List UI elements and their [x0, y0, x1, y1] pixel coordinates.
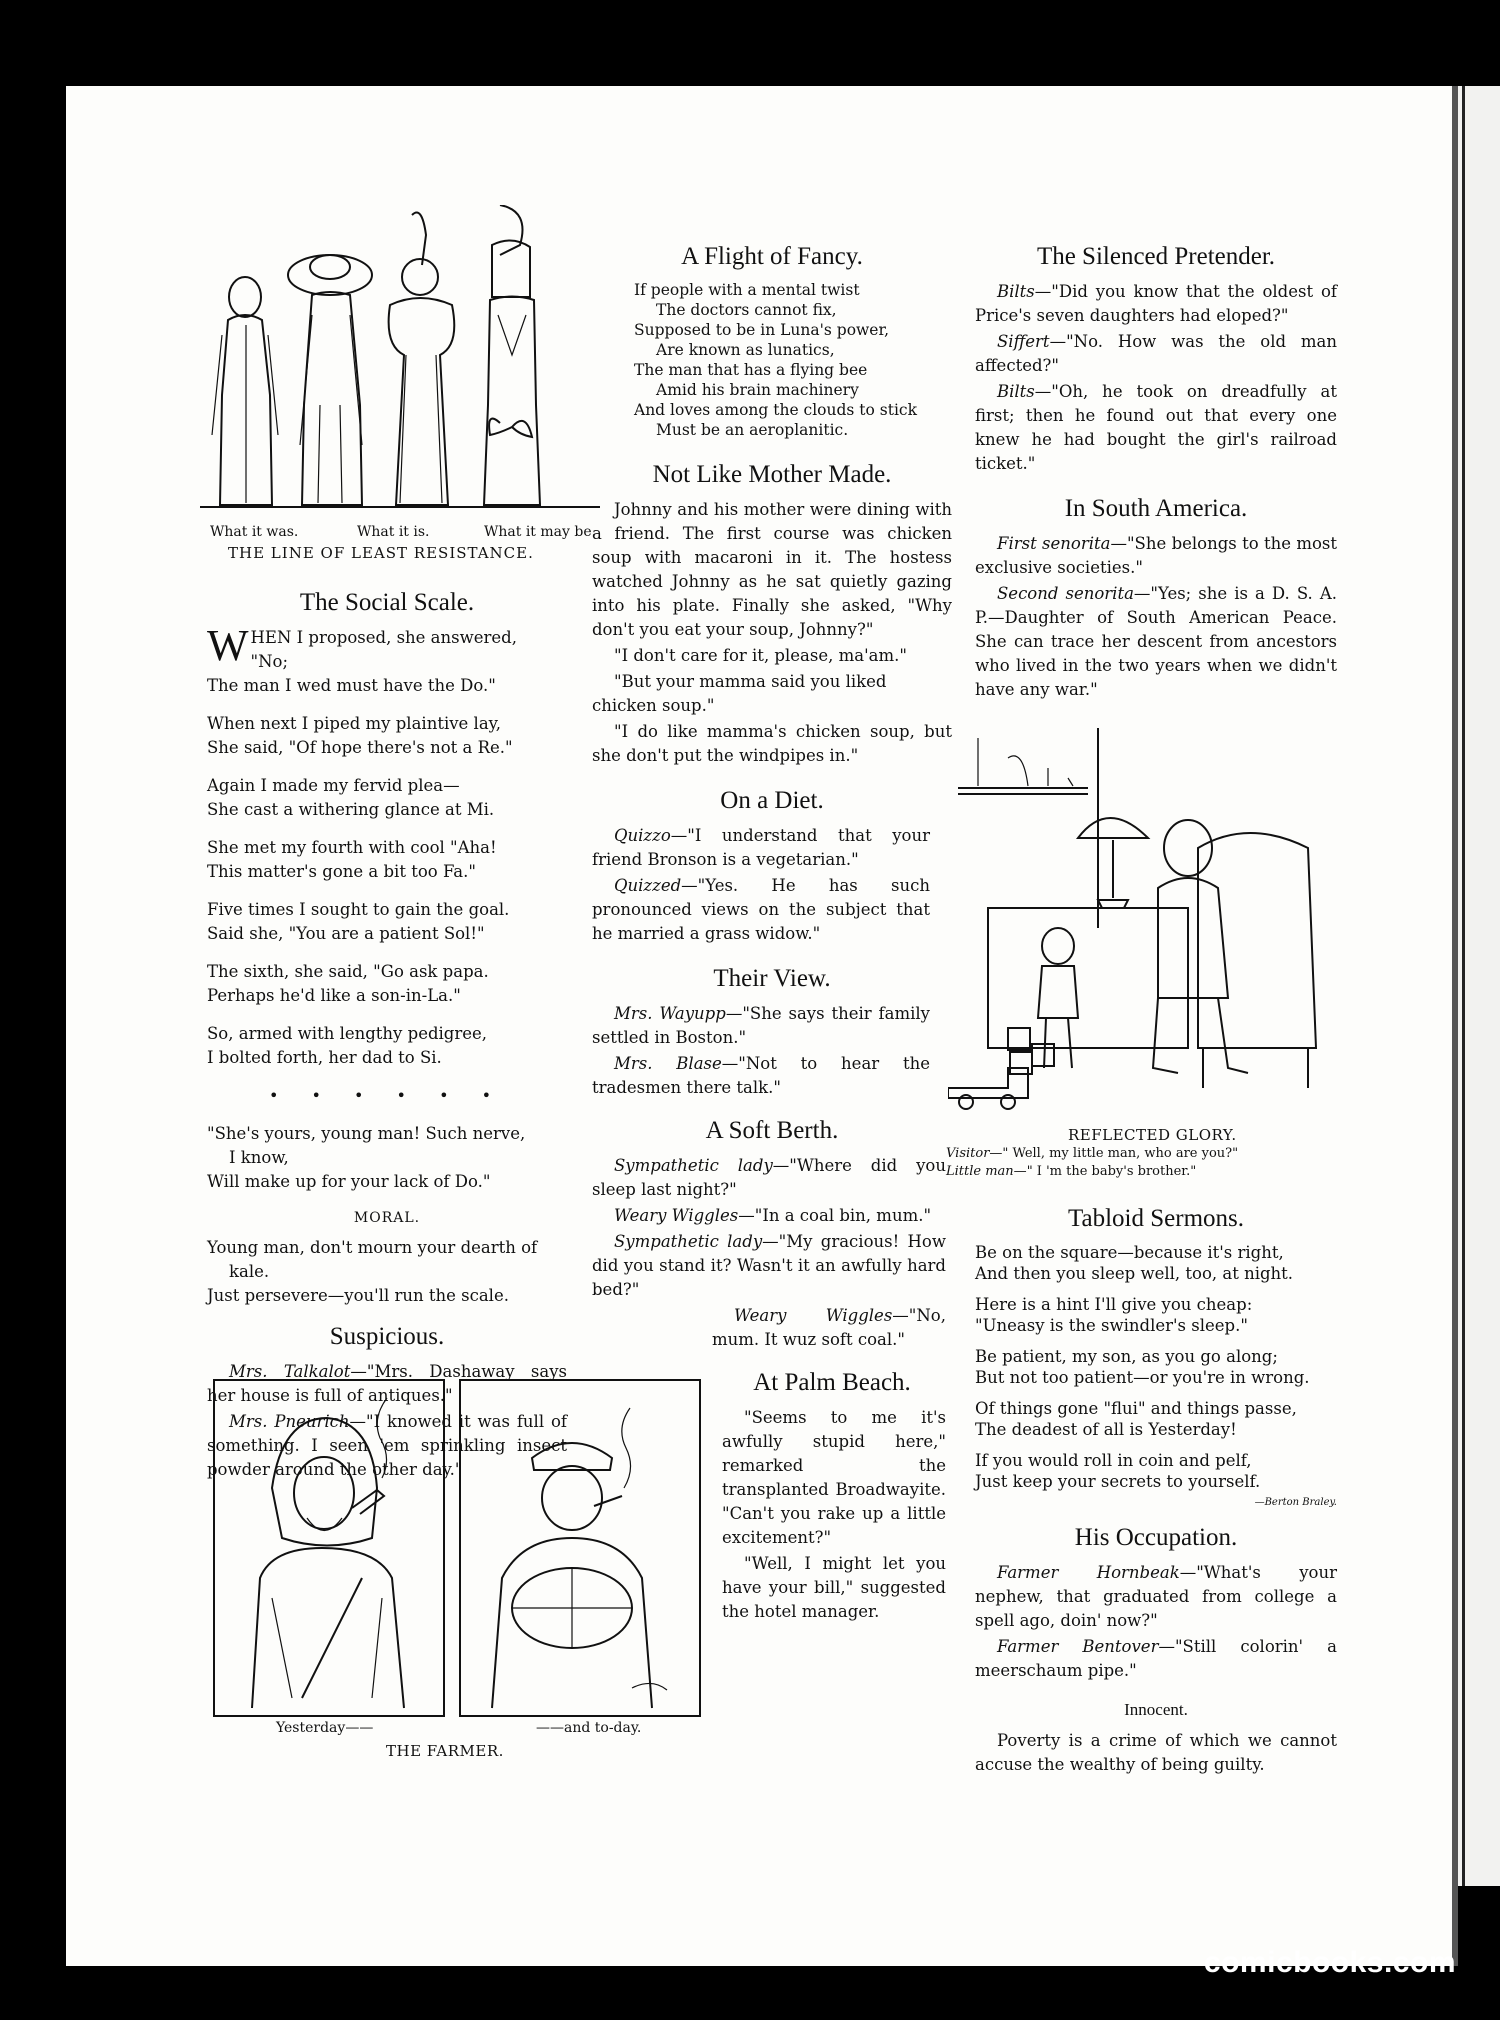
- poem-line: Five times I sought to gain the goal.: [207, 900, 510, 919]
- poem-line: Here is a hint I'll give you cheap:: [975, 1295, 1253, 1314]
- ornamental-dots: • • • • • •: [268, 1086, 506, 1105]
- heading-innocent: Innocent.: [1124, 1700, 1188, 1719]
- lamp: [1078, 818, 1148, 908]
- heading-tabloid-sermons: Tabloid Sermons.: [1067, 1205, 1244, 1232]
- caption-yesterday: Yesterday——: [276, 1720, 374, 1736]
- poem-line: Just keep your secrets to yourself.: [975, 1472, 1261, 1491]
- poem-line: The deadest of all is Yesterday!: [975, 1420, 1237, 1439]
- dropcap-letter: W: [207, 621, 249, 670]
- armchair: [1198, 833, 1316, 1088]
- poem-line: But not too patient—or you're in wrong.: [975, 1368, 1310, 1387]
- woman-figure-1: [212, 277, 278, 505]
- heading-flight-of-fancy: A Flight of Fancy.: [681, 243, 863, 270]
- paragraph: "Well, I might let you have your bill," suggested the hotel manager.: [722, 1554, 946, 1621]
- poem-line: Must be an aeroplanitic.: [656, 421, 849, 439]
- heading-suspicious: Suspicious.: [329, 1323, 445, 1350]
- poem-line: Again I made my fervid plea—: [207, 776, 460, 795]
- column-3: [975, 242, 1337, 704]
- old-man-figure: [1153, 820, 1248, 1073]
- poem-line: "She's yours, young man! Such nerve,: [207, 1124, 526, 1143]
- paragraph: Quizzed—"Yes. He has such pronounced views on the subject that he married a grass widow.": [592, 876, 930, 943]
- poem-line: Be patient, my son, as you go along;: [975, 1347, 1278, 1366]
- reflected-glory-line-1: Visitor—" Well, my little man, who are you?": [946, 1146, 1239, 1161]
- paragraph: Mrs. Talkalot—"Mrs. Dashaway says her house is full of antiques.": [207, 1362, 567, 1405]
- paragraph: Sympathetic lady—"Where did you sleep last night?": [592, 1156, 946, 1199]
- poem-line: Perhaps he'd like a son-in-La.": [207, 986, 461, 1005]
- moral-label: MORAL.: [353, 1210, 421, 1226]
- poem-line: Will make up for your lack of Do.": [207, 1172, 491, 1191]
- poem-line: If you would roll in coin and pelf,: [975, 1451, 1252, 1470]
- heading-silenced-pretender: The Silenced Pretender.: [1036, 243, 1276, 270]
- column-2: [592, 242, 952, 1626]
- paragraph: Farmer Hornbeak—"What's your nephew, that graduated from college a spell ago, doin' now?": [975, 1563, 1337, 1630]
- poem-line: Supposed to be in Luna's power,: [634, 321, 890, 339]
- paragraph: Siffert—"No. How was the old man affected?": [975, 332, 1337, 375]
- poem-line: When next I piped my plaintive lay,: [207, 714, 502, 733]
- toy-blocks-and-train: [948, 1028, 1054, 1109]
- poem-line: Are known as lunatics,: [656, 341, 835, 359]
- paragraph: Mrs. Pneurich—"I knowed it was full of something. I seen 'em sprinkling insect powder around the other day.": [207, 1412, 567, 1479]
- poem-line: This matter's gone a bit too Fa.": [207, 862, 476, 881]
- heading-a-soft-berth: A Soft Berth.: [705, 1117, 839, 1144]
- paragraph: Bilts—"Oh, he took on dreadfully at first; then he found out that every one knew he had bought the girl's railroad ticket.": [975, 382, 1337, 473]
- paragraph: "I don't care for it, please, ma'am.": [614, 646, 907, 665]
- poem-social-scale: [207, 621, 567, 1308]
- woman-figure-2: [288, 255, 372, 505]
- paragraph: Quizzo—"I understand that your friend Bronson is a vegetarian.": [592, 826, 930, 869]
- poem-line: And loves among the clouds to stick: [634, 401, 917, 419]
- illustration-title-the-farmer: THE FARMER.: [386, 1742, 504, 1760]
- poem-line: She met my fourth with cool "Aha!: [207, 838, 497, 857]
- poem-line: She cast a withering glance at Mi.: [207, 800, 495, 819]
- poem-line: The man that has a flying bee: [634, 361, 868, 379]
- poem-line: I bolted forth, her dad to Si.: [207, 1048, 442, 1067]
- paragraph: Second senorita—"Yes; she is a D. S. A. P.—Daughter of South American Peace. She can trace her descent from ancestors who lived in the two years when we didn't have any war.": [975, 584, 1337, 699]
- paragraph: "Seems to me it's awfully stupid here," remarked the transplanted Broadwayite. "Can't you rake up a little excitement?": [722, 1408, 946, 1547]
- caption-what-it-is: What it is.: [357, 524, 430, 540]
- paragraph: Bilts—"Did you know that the oldest of Price's seven daughters had eloped?": [975, 282, 1337, 325]
- poem-line: Of things gone "flui" and things passe,: [975, 1399, 1297, 1418]
- paragraph: Poverty is a crime of which we cannot accuse the wealthy of being guilty.: [975, 1731, 1337, 1774]
- poem-line: The sixth, she said, "Go ask papa.: [207, 962, 489, 981]
- caption-what-it-was: What it was.: [210, 524, 299, 540]
- paragraph: Mrs. Wayupp—"She says their family settled in Boston.": [592, 1004, 930, 1047]
- poem-flight-of-fancy: [592, 280, 952, 440]
- farmer-yesterday-figure: [252, 1398, 404, 1708]
- poem-line: Be on the square—because it's right,: [975, 1243, 1284, 1262]
- woman-figure-3: [389, 213, 455, 506]
- author-signature: —Berton Braley.: [1254, 1497, 1337, 1508]
- poem-line: HEN I proposed, she answered,: [250, 628, 517, 647]
- paragraph: "But your mamma said you liked chicken soup.": [592, 672, 887, 715]
- poem-line: Young man, don't mourn your dearth of: [207, 1238, 538, 1257]
- paragraph: "I do like mamma's chicken soup, but she don't put the windpipes in.": [592, 722, 952, 765]
- column-1: [207, 576, 567, 1484]
- heading-at-palm-beach: At Palm Beach.: [753, 1369, 911, 1396]
- caption-what-it-may-be: What it may be.: [484, 524, 597, 540]
- site-watermark: comicbooks.com: [1203, 1946, 1456, 1979]
- poem-line: The doctors cannot fix,: [656, 301, 837, 319]
- reflected-glory-line-2: Little man—" I 'm the baby's brother.": [946, 1164, 1197, 1179]
- poem-line: Just persevere—you'll run the scale.: [207, 1286, 509, 1305]
- paragraph: Weary Wiggles—"No, mum. It wuz soft coal.": [712, 1306, 946, 1349]
- poem-line: Said she, "You are a patient Sol!": [207, 924, 485, 943]
- poem-line: I know,: [229, 1148, 289, 1167]
- reflected-glory-illustration: [948, 728, 1328, 1118]
- illustration-title-reflected-glory: REFLECTED GLORY.: [1068, 1126, 1237, 1144]
- heading-social-scale: The Social Scale.: [299, 589, 475, 616]
- fashion-illustration: [200, 205, 600, 515]
- heading-their-view: Their View.: [713, 965, 831, 992]
- paragraph: Mrs. Blase—"Not to hear the tradesmen there talk.": [592, 1054, 930, 1097]
- heading-not-like-mother-made: Not Like Mother Made.: [652, 461, 892, 488]
- paragraph: Farmer Bentover—"Still colorin' a meerschaum pipe.": [975, 1637, 1337, 1680]
- paragraph: Johnny and his mother were dining with a friend. The first course was chicken soup with macaroni in it. The hostess watched Johnny as he sat quietly gazing into his plate. Finally she asked, "Why don't you eat your soup, Johnny?": [592, 500, 952, 639]
- caption-to-day: ——and to-day.: [536, 1720, 642, 1736]
- shelf-and-wall: [958, 728, 1098, 928]
- paragraph: Weary Wiggles—"In a coal bin, mum.": [614, 1206, 932, 1225]
- poem-line: She said, "Of hope there's not a Re.": [207, 738, 513, 757]
- poem-line: So, armed with lengthy pedigree,: [207, 1024, 488, 1043]
- column-3-lower: [975, 1196, 1337, 1779]
- heading-in-south-america: In South America.: [1064, 495, 1248, 522]
- poem-line: Amid his brain machinery: [656, 381, 859, 399]
- heading-his-occupation: His Occupation.: [1074, 1524, 1238, 1551]
- poem-line: If people with a mental twist: [634, 281, 860, 299]
- illustration-title-line-of-least-resistance: THE LINE OF LEAST RESISTANCE.: [228, 544, 534, 562]
- poem-line: The man I wed must have the Do.": [207, 676, 496, 695]
- poem-tabloid-sermons: [975, 1242, 1337, 1513]
- paragraph: First senorita—"She belongs to the most exclusive societies.": [975, 534, 1337, 577]
- woman-figure-4: [484, 205, 540, 505]
- poem-line: kale.: [229, 1262, 270, 1281]
- next-page-edge: [1458, 86, 1500, 1886]
- paragraph: Sympathetic lady—"My gracious! How did you stand it? Wasn't it an awfully hard bed?": [592, 1232, 946, 1299]
- poem-line: And then you sleep well, too, at night.: [975, 1264, 1294, 1283]
- poem-line: "No;: [250, 652, 289, 671]
- heading-on-a-diet: On a Diet.: [720, 787, 824, 814]
- poem-line: "Uneasy is the swindler's sleep.": [975, 1316, 1248, 1335]
